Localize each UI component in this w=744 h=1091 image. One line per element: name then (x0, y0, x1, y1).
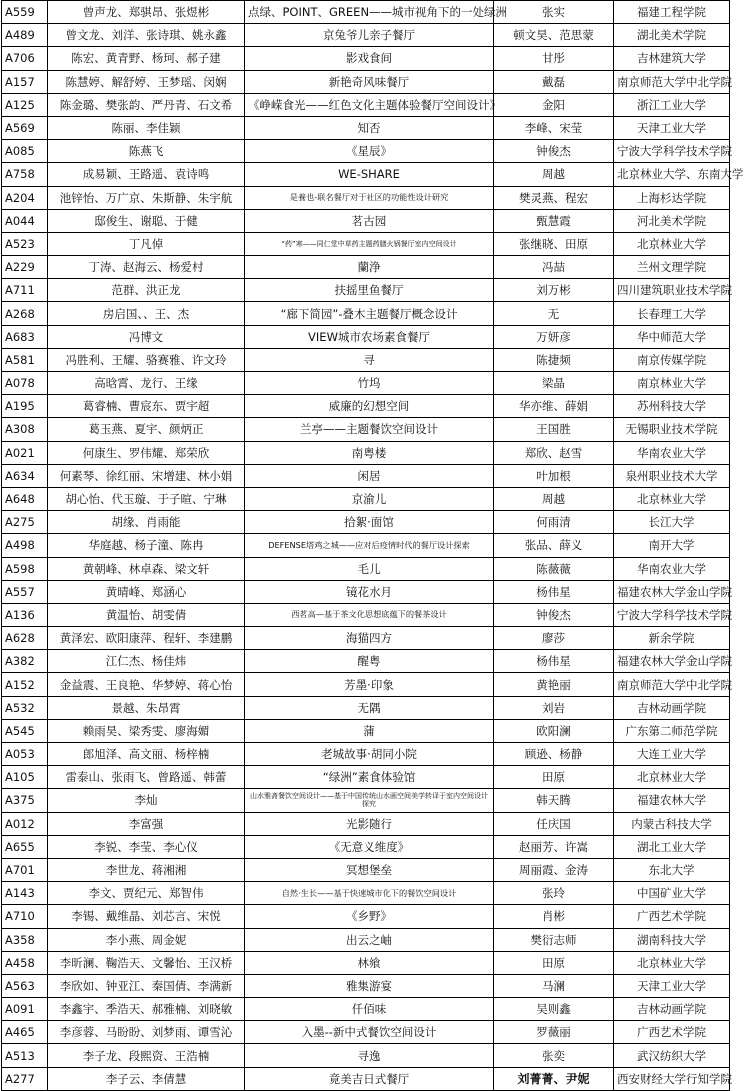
advisor-names: 张继晓、田原 (494, 232, 614, 255)
entry-id: A358 (2, 928, 48, 951)
entry-id: A710 (2, 905, 48, 928)
student-names: 丁凡倬 (48, 232, 245, 255)
table-row (2, 116, 730, 139)
entry-id: A229 (2, 256, 48, 279)
entry-id: A563 (2, 974, 48, 997)
project-title: 拾絮·面馆 (245, 511, 494, 534)
advisor-names: 肖彬 (494, 905, 614, 928)
project-title: 出云之岫 (245, 928, 494, 951)
school-name: 大连工业大学 (614, 743, 730, 766)
student-names: 池锌怡、万广京、朱斯静、朱宇航 (48, 186, 245, 209)
table-row (2, 998, 730, 1021)
school-name: 福建农林大学金山学院 (614, 580, 730, 603)
advisor-names: 吴则鑫 (494, 998, 614, 1021)
student-names: 房启国、、王、杰 (48, 302, 245, 325)
table-row (2, 186, 730, 209)
advisor-names: 钟俊杰 (494, 603, 614, 626)
project-title: DEFENSE塔鸡之城——应对后疫情时代的餐厅设计探索 (245, 534, 494, 557)
advisor-names: 欧阳澜 (494, 719, 614, 742)
advisor-names: 陈薇薇 (494, 557, 614, 580)
school-name: 上海杉达学院 (614, 186, 730, 209)
entry-id: A581 (2, 348, 48, 371)
entry-id: A078 (2, 372, 48, 395)
table-row (2, 1, 730, 24)
student-names: 李灿 (48, 789, 245, 812)
entry-id: A758 (2, 163, 48, 186)
school-name: 北京林业大学 (614, 951, 730, 974)
advisor-names: 任庆国 (494, 812, 614, 835)
project-title: 兰亭——主题餐饮空间设计 (245, 418, 494, 441)
student-names: 赖雨昊、梁秀雯、廖海媚 (48, 719, 245, 742)
school-name: 东北大学 (614, 858, 730, 881)
project-title: 入墨--新中式餐饮空间设计 (245, 1021, 494, 1044)
project-title: 雅集游宴 (245, 974, 494, 997)
entry-id: A105 (2, 766, 48, 789)
table-row (2, 395, 730, 418)
advisor-names: 华亦维、薛娟 (494, 395, 614, 418)
entry-id: A204 (2, 186, 48, 209)
table-row (2, 812, 730, 835)
student-names: 曾声龙、郑骐昂、张煜彬 (48, 1, 245, 24)
table-row (2, 905, 730, 928)
school-name: 福建农林大学 (614, 789, 730, 812)
advisor-names: 郑欣、赵雪 (494, 441, 614, 464)
student-names: 李彦蓉、马盼盼、刘梦雨、谭雪沁 (48, 1021, 245, 1044)
advisor-names: 王国胜 (494, 418, 614, 441)
table-row (2, 47, 730, 70)
project-title: 海猫四方 (245, 627, 494, 650)
table-row (2, 743, 730, 766)
entry-id: A498 (2, 534, 48, 557)
table-row (2, 1021, 730, 1044)
project-title: “绿洲”素食体验馆 (245, 766, 494, 789)
project-title: 是養也-联名餐厅对于社区的功能性设计研究 (245, 186, 494, 209)
advisor-names: 甄慧霞 (494, 209, 614, 232)
table-row (2, 719, 730, 742)
table-row (2, 209, 730, 232)
school-name: 南京师范大学中北学院 (614, 673, 730, 696)
project-title: 竟美吉日式餐厅 (245, 1067, 494, 1090)
student-names: 黄朝峰、林卓森、梁文轩 (48, 557, 245, 580)
table-row (2, 256, 730, 279)
project-title: VIEW城市农场素食餐厅 (245, 325, 494, 348)
student-names: 葛睿楠、曹宸东、贾宇超 (48, 395, 245, 418)
school-name: 宁波大学科学技术学院 (614, 140, 730, 163)
project-title: 南粤楼 (245, 441, 494, 464)
school-name: 吉林建筑大学 (614, 47, 730, 70)
advisor-names: 韩天腾 (494, 789, 614, 812)
project-title: 镜花水月 (245, 580, 494, 603)
table-row (2, 580, 730, 603)
school-name: 西安财经大学行知学院 (614, 1067, 730, 1090)
advisor-names: 甘彤 (494, 47, 614, 70)
table-row (2, 511, 730, 534)
school-name: 湖北工业大学 (614, 835, 730, 858)
school-name: 福建工程学院 (614, 1, 730, 24)
entry-id: A489 (2, 24, 48, 47)
table-row (2, 627, 730, 650)
advisor-names: 马澜 (494, 974, 614, 997)
entry-id: A655 (2, 835, 48, 858)
table-row (2, 1044, 730, 1067)
school-name: 北京林业大学 (614, 487, 730, 510)
advisor-names: 陈捷频 (494, 348, 614, 371)
project-title: 西茗高—基于茶文化思想底蕴下的餐茶设计 (245, 603, 494, 626)
project-title: 茗古园 (245, 209, 494, 232)
table-row (2, 974, 730, 997)
student-names: 陈金璐、樊张韵、严丹青、石文希 (48, 93, 245, 116)
table-row (2, 603, 730, 626)
table-body (2, 1, 744, 1091)
advisor-names: 冯喆 (494, 256, 614, 279)
student-names: 冯博文 (48, 325, 245, 348)
school-name: 广西艺术学院 (614, 905, 730, 928)
project-title: “药”寒——同仁堂中草药主题药膳火锅餐厅室内空间设计 (245, 232, 494, 255)
project-title: “廊下简园”-叠木主题餐厅概念设计 (245, 302, 494, 325)
entry-id: A532 (2, 696, 48, 719)
entry-id: A598 (2, 557, 48, 580)
student-names: 陈慧婷、解舒婷、王梦瑶、闵娴 (48, 70, 245, 93)
project-title: 新艳奇风味餐厅 (245, 70, 494, 93)
project-title: 芳墨·印象 (245, 673, 494, 696)
project-title: 毛儿 (245, 557, 494, 580)
student-names: 李子云、李倩慧 (48, 1067, 245, 1090)
student-names: 李昕澜、鞠浩天、文馨怡、王汉桥 (48, 951, 245, 974)
entry-id: A711 (2, 279, 48, 302)
school-name: 兰州文理学院 (614, 256, 730, 279)
table-row (2, 93, 730, 116)
entry-id: A465 (2, 1021, 48, 1044)
project-title: 光影随行 (245, 812, 494, 835)
advisor-names: 梁晶 (494, 372, 614, 395)
student-names: 邸俊生、谢聪、于健 (48, 209, 245, 232)
entry-id: A157 (2, 70, 48, 93)
project-title: 冥想堡垒 (245, 858, 494, 881)
school-name: 南开大学 (614, 534, 730, 557)
school-name: 长春理工大学 (614, 302, 730, 325)
project-title: 京渝儿 (245, 487, 494, 510)
advisor-names: 樊衍志师 (494, 928, 614, 951)
advisor-names: 刘岩 (494, 696, 614, 719)
entry-id: A628 (2, 627, 48, 650)
school-name: 天津工业大学 (614, 116, 730, 139)
student-names: 李小燕、周金妮 (48, 928, 245, 951)
advisor-names: 无 (494, 302, 614, 325)
entry-id: A513 (2, 1044, 48, 1067)
school-name: 四川建筑职业技术学院 (614, 279, 730, 302)
advisor-names: 周越 (494, 487, 614, 510)
student-names: 葛玉燕、夏宇、颜炳正 (48, 418, 245, 441)
student-names: 丁涛、赵海云、杨爱村 (48, 256, 245, 279)
advisor-names: 张品、薛义 (494, 534, 614, 557)
project-title: 闲居 (245, 464, 494, 487)
project-title: 《无意义维度》 (245, 835, 494, 858)
school-name: 浙江工业大学 (614, 93, 730, 116)
entry-id: A012 (2, 812, 48, 835)
school-name: 北京林业大学、东南大学 (614, 163, 730, 186)
entry-id: A545 (2, 719, 48, 742)
table-row (2, 835, 730, 858)
student-names: 金益震、王良艳、华梦婷、蒋心怡 (48, 673, 245, 696)
table-row (2, 557, 730, 580)
table-row (2, 673, 730, 696)
school-name: 南京林业大学 (614, 372, 730, 395)
table-row (2, 882, 730, 905)
student-names: 李富强 (48, 812, 245, 835)
table-row (2, 163, 730, 186)
student-names: 黄泽宏、欧阳康萍、程轩、李建鹏 (48, 627, 245, 650)
school-name: 长江大学 (614, 511, 730, 534)
table-row (2, 650, 730, 673)
student-names: 李世龙、蒋湘湘 (48, 858, 245, 881)
table-row (2, 487, 730, 510)
entry-id: A091 (2, 998, 48, 1021)
student-names: 华庭越、杨子潼、陈冉 (48, 534, 245, 557)
advisor-names: 杨伟星 (494, 650, 614, 673)
student-names: 郎旭泽、高文丽、杨梓楠 (48, 743, 245, 766)
advisor-names: 刘菁菁、尹妮 (494, 1067, 614, 1090)
school-name: 苏州科技大学 (614, 395, 730, 418)
advisor-names: 何雨清 (494, 511, 614, 534)
student-names: 李鑫宇、季浩天、郝雅楠、刘晓敏 (48, 998, 245, 1021)
project-title: 点绿、POINT、GREEN——城市视角下的一处绿洲 (245, 1, 494, 24)
school-name: 吉林动画学院 (614, 696, 730, 719)
project-title: 威廉的幻想空间 (245, 395, 494, 418)
entry-id: A136 (2, 603, 48, 626)
project-title: 影戏食间 (245, 47, 494, 70)
entry-id: A085 (2, 140, 48, 163)
student-names: 陈燕飞 (48, 140, 245, 163)
advisor-names: 廖莎 (494, 627, 614, 650)
advisor-names: 赵丽芳、许嵩 (494, 835, 614, 858)
project-title: 寻 (245, 348, 494, 371)
advisor-names: 田原 (494, 951, 614, 974)
entry-id: A458 (2, 951, 48, 974)
entry-id: A277 (2, 1067, 48, 1090)
school-name: 北京林业大学 (614, 766, 730, 789)
advisor-names: 叶加根 (494, 464, 614, 487)
advisor-names: 周越 (494, 163, 614, 186)
entry-id: A523 (2, 232, 48, 255)
entry-id: A634 (2, 464, 48, 487)
advisor-names: 戴磊 (494, 70, 614, 93)
school-name: 北京林业大学 (614, 232, 730, 255)
school-name: 无锡职业技术学院 (614, 418, 730, 441)
student-names: 范群、洪正龙 (48, 279, 245, 302)
student-names: 李文、贾纪元、郑智伟 (48, 882, 245, 905)
table-row (2, 24, 730, 47)
table-row (2, 70, 730, 93)
award-list-table (1, 0, 744, 1091)
advisor-names: 李峰、宋莹 (494, 116, 614, 139)
student-names: 曾文龙、刘洋、张诗琪、姚永鑫 (48, 24, 245, 47)
school-name: 天津工业大学 (614, 974, 730, 997)
project-title: 无隅 (245, 696, 494, 719)
student-names: 景越、朱昂霄 (48, 696, 245, 719)
project-title: 寻逸 (245, 1044, 494, 1067)
entry-id: A683 (2, 325, 48, 348)
advisor-names: 张实 (494, 1, 614, 24)
table-row (2, 696, 730, 719)
school-name: 新余学院 (614, 627, 730, 650)
entry-id: A021 (2, 441, 48, 464)
school-name: 广东第二师范学院 (614, 719, 730, 742)
student-names: 雷泰山、张雨飞、曾路遥、韩蕾 (48, 766, 245, 789)
student-names: 胡心怡、代玉璇、于子暄、宁琳 (48, 487, 245, 510)
school-name: 吉林动画学院 (614, 998, 730, 1021)
student-names: 何康生、罗伟耀、郑荣欣 (48, 441, 245, 464)
project-title: 《峥嵘食光——红色文化主题体验餐厅空间设计》 (245, 93, 494, 116)
project-title: 京兔爷儿亲子餐厅 (245, 24, 494, 47)
student-names: 李锡、戴维晶、刘芯言、宋悦 (48, 905, 245, 928)
table-row (2, 140, 730, 163)
student-names: 李锐、李莹、李心仪 (48, 835, 245, 858)
table-row (2, 372, 730, 395)
entry-id: A143 (2, 882, 48, 905)
student-names: 江仁杰、杨佳炜 (48, 650, 245, 673)
student-names: 高晗霄、龙行、王缘 (48, 372, 245, 395)
school-name: 中国矿业大学 (614, 882, 730, 905)
project-title: 《乡野》 (245, 905, 494, 928)
entry-id: A382 (2, 650, 48, 673)
advisor-names: 张玲 (494, 882, 614, 905)
advisor-names: 黄艳丽 (494, 673, 614, 696)
school-name: 湖南科技大学 (614, 928, 730, 951)
table-row (2, 279, 730, 302)
table-row (2, 951, 730, 974)
entry-id: A275 (2, 511, 48, 534)
school-name: 南京传媒学院 (614, 348, 730, 371)
school-name: 内蒙古科技大学 (614, 812, 730, 835)
school-name: 广西艺术学院 (614, 1021, 730, 1044)
advisor-names: 田原 (494, 766, 614, 789)
student-names: 黄晴峰、郑涵心 (48, 580, 245, 603)
student-names: 李欣如、钟亚江、秦国倩、李满新 (48, 974, 245, 997)
project-title: WE-SHARE (245, 163, 494, 186)
school-name: 福建农林大学金山学院 (614, 650, 730, 673)
project-title: 竹坞 (245, 372, 494, 395)
student-names: 李子龙、段熙资、王浩楠 (48, 1044, 245, 1067)
project-title: 蘭浄 (245, 256, 494, 279)
school-name: 南京师范大学中北学院 (614, 70, 730, 93)
table-row (2, 858, 730, 881)
advisor-names: 钟俊杰 (494, 140, 614, 163)
student-names: 何素琴、徐红丽、宋增建、林小娟 (48, 464, 245, 487)
entry-id: A125 (2, 93, 48, 116)
advisor-names: 樊灵燕、程宏 (494, 186, 614, 209)
student-names: 陈宏、黄青野、杨珂、郝子建 (48, 47, 245, 70)
student-names: 成易颖、王路遥、袁诗鸣 (48, 163, 245, 186)
table-row (2, 441, 730, 464)
table-row (2, 464, 730, 487)
entry-id: A308 (2, 418, 48, 441)
entry-id: A569 (2, 116, 48, 139)
school-name: 华南农业大学 (614, 441, 730, 464)
school-name: 宁波大学科学技术学院 (614, 603, 730, 626)
school-name: 泉州职业技术大学 (614, 464, 730, 487)
school-name: 湖北美术学院 (614, 24, 730, 47)
entry-id: A559 (2, 1, 48, 24)
table-row (2, 534, 730, 557)
advisor-names: 顿文昊、范思蒙 (494, 24, 614, 47)
advisor-names: 杨伟星 (494, 580, 614, 603)
advisor-names: 张奕 (494, 1044, 614, 1067)
table-row (2, 928, 730, 951)
table-row (2, 232, 730, 255)
student-names: 陈丽、李佳颖 (48, 116, 245, 139)
school-name: 华南农业大学 (614, 557, 730, 580)
student-names: 胡缘、肖雨能 (48, 511, 245, 534)
entry-id: A268 (2, 302, 48, 325)
project-title: 林飨 (245, 951, 494, 974)
table-row (2, 789, 730, 812)
advisor-names: 金阳 (494, 93, 614, 116)
advisor-names: 罗薇丽 (494, 1021, 614, 1044)
table-row (2, 1067, 730, 1090)
project-title: 知否 (245, 116, 494, 139)
student-names: 黄温怡、胡雯倩 (48, 603, 245, 626)
project-title: 仟佰味 (245, 998, 494, 1021)
school-name: 武汉纺织大学 (614, 1044, 730, 1067)
table-row (2, 348, 730, 371)
project-title: 自然·生长——基于快速城市化下的餐饮空间设计 (245, 882, 494, 905)
entry-id: A195 (2, 395, 48, 418)
entry-id: A044 (2, 209, 48, 232)
project-title: 老城故事·胡同小院 (245, 743, 494, 766)
project-title: 蒲 (245, 719, 494, 742)
advisor-names: 万妍彦 (494, 325, 614, 348)
table-row (2, 418, 730, 441)
advisor-names: 顾逊、杨静 (494, 743, 614, 766)
advisor-names: 周丽霞、金涛 (494, 858, 614, 881)
entry-id: A152 (2, 673, 48, 696)
project-title: 山水雅斋餐饮空间设计——基于中国传统山水画空间美学转译于室内空间设计探究 (245, 789, 494, 812)
student-names: 冯胜利、王耀、骆赛雅、许文玲 (48, 348, 245, 371)
entry-id: A701 (2, 858, 48, 881)
advisor-names: 刘万彬 (494, 279, 614, 302)
project-title: 《星辰》 (245, 140, 494, 163)
entry-id: A053 (2, 743, 48, 766)
table-row (2, 766, 730, 789)
project-title: 醒粤 (245, 650, 494, 673)
school-name: 河北美术学院 (614, 209, 730, 232)
school-name: 华中师范大学 (614, 325, 730, 348)
entry-id: A557 (2, 580, 48, 603)
table-row (2, 302, 730, 325)
entry-id: A648 (2, 487, 48, 510)
table-row (2, 325, 730, 348)
entry-id: A706 (2, 47, 48, 70)
entry-id: A375 (2, 789, 48, 812)
project-title: 扶摇里鱼餐厅 (245, 279, 494, 302)
